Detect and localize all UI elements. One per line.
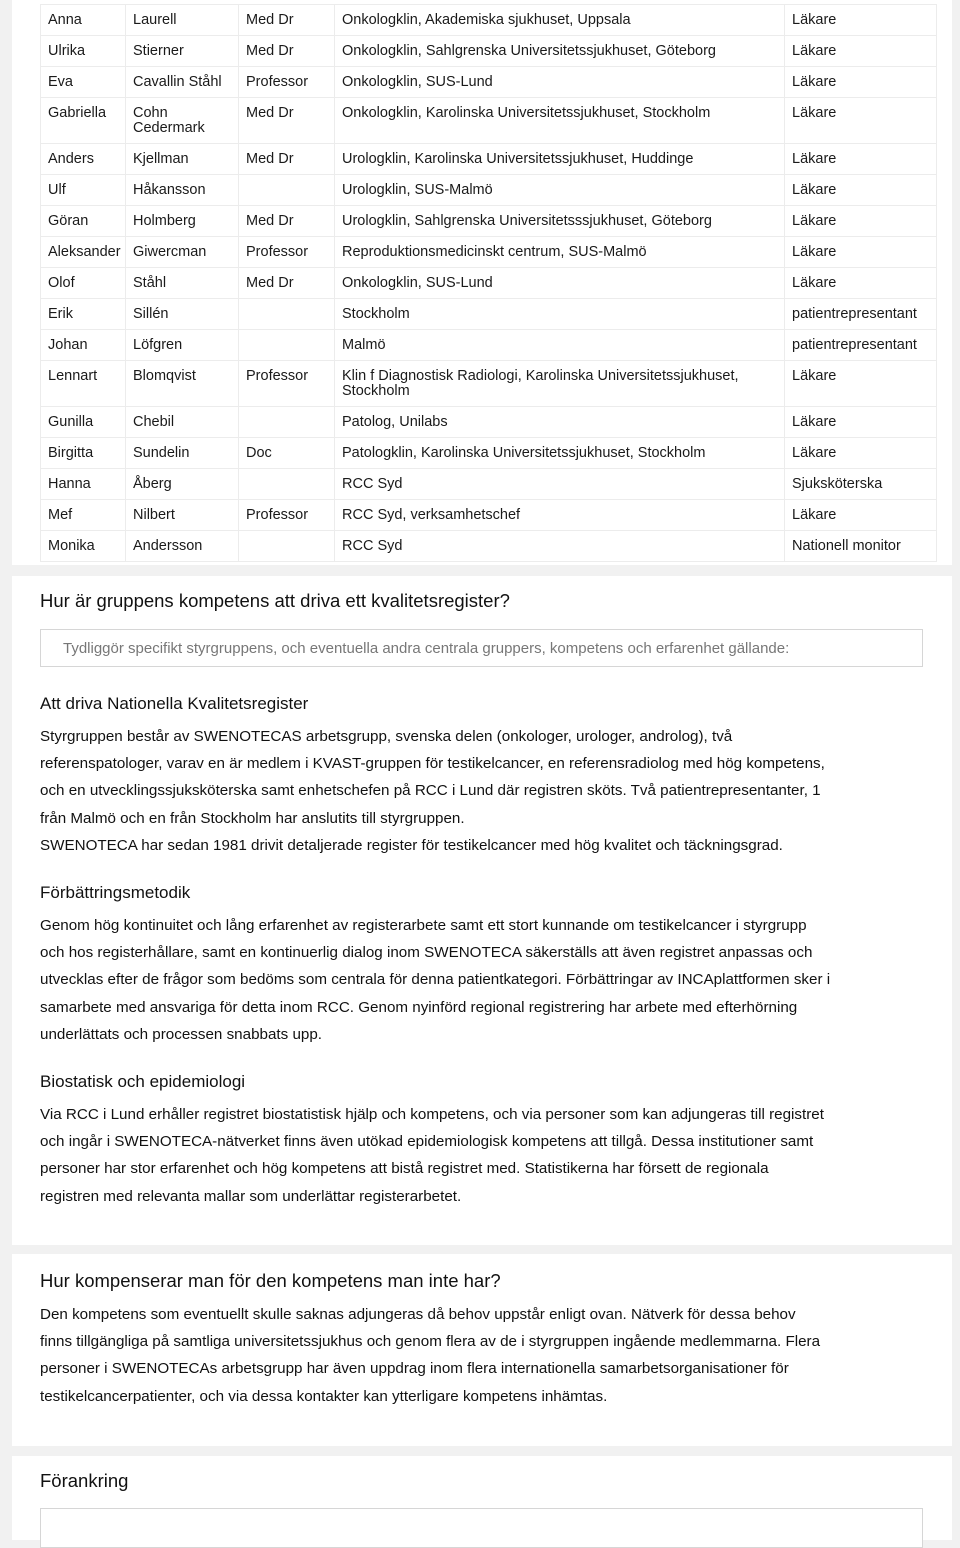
first-name-cell: Gunilla — [41, 407, 126, 438]
affiliation-cell: Onkologklin, Sahlgrenska Universitetssjukhuset, Göteborg — [335, 36, 785, 67]
last-name-cell: Kjellman — [126, 144, 239, 175]
role-cell: Läkare — [785, 407, 937, 438]
role-cell: Läkare — [785, 237, 937, 268]
section-heading-biostat: Biostatisk och epidemiologi — [40, 1072, 246, 1091]
text-line: Styrgruppen består av SWENOTECAS arbetsgrupp, svenska delen (onkologer, urologer, androlog), två — [40, 728, 733, 745]
role-cell: Läkare — [785, 268, 937, 299]
first-name-cell: Anders — [41, 144, 126, 175]
role-cell: Sjuksköterska — [785, 469, 937, 500]
affiliation-cell: Onkologklin, Akademiska sjukhuset, Uppsala — [335, 5, 785, 36]
text-line: och ingår i SWENOTECA-nätverket finns även utökad epidemiologisk kompetens att tillgå. Dessa institutioner samt — [40, 1133, 814, 1151]
table-row — [41, 299, 937, 330]
first-name-cell: Gabriella — [41, 98, 126, 144]
text-line: registren med relevanta mallar som underlättar registerarbetet. — [40, 1187, 462, 1205]
last-name-cell: Blomqvist — [126, 361, 239, 407]
table-row — [41, 407, 937, 438]
affiliation-cell: Urologklin, Sahlgrenska Universitetsssjukhuset, Göteborg — [335, 206, 785, 237]
title-cell — [239, 531, 335, 562]
title-cell: Doc — [239, 438, 335, 469]
text-line: testikelcancerpatienter, och via dessa kontakter kan ytterligare kompetens inhämtas. — [40, 1387, 608, 1405]
role-cell: patientrepresentant — [785, 299, 937, 330]
first-name-cell: Lennart — [41, 361, 126, 407]
title-cell: Professor — [239, 237, 335, 268]
last-name-cell: Giwercman — [126, 237, 239, 268]
table-row — [41, 469, 937, 500]
title-cell: Med Dr — [239, 268, 335, 299]
affiliation-cell: Onkologklin, SUS-Lund — [335, 268, 785, 299]
last-name-cell: Andersson — [126, 531, 239, 562]
text-line: personer i SWENOTECAs arbetsgrupp har även uppdrag inom flera internationella samarbetsorganisationer för — [40, 1360, 789, 1378]
role-cell: Läkare — [785, 5, 937, 36]
table-row — [41, 36, 937, 67]
title-cell: Med Dr — [239, 144, 335, 175]
kompetens-hint: Tydliggör specifikt styrgruppens, och eventuella andra centrala gruppers, kompetens och erfarenhet gällande: — [40, 629, 923, 667]
text-line: Genom hög kontinuitet och lång erfarenhet av registerarbete samt ett stort kunnande om testikelcancer i styrgrupp — [40, 917, 807, 934]
text-line: från Malmö och en från Stockholm har anslutits till styrgruppen. — [40, 809, 465, 827]
text-line: personer har stor erfarenhet och hög kompetens att bistå registret med. Statistikerna har försett de regionala — [40, 1160, 769, 1178]
members-table — [40, 4, 937, 562]
table-row — [41, 175, 937, 206]
section-text-method — [40, 912, 930, 1048]
affiliation-cell: Klin f Diagnostisk Radiologi, Karolinska Universitetssjukhuset, Stockholm — [335, 361, 785, 407]
table-row — [41, 330, 937, 361]
first-name-cell: Olof — [41, 268, 126, 299]
role-cell: patientrepresentant — [785, 330, 937, 361]
first-name-cell: Monika — [41, 531, 126, 562]
affiliation-cell: Urologklin, Karolinska Universitetssjukhuset, Huddinge — [335, 144, 785, 175]
affiliation-cell: RCC Syd, verksamhetschef — [335, 500, 785, 531]
text-line: samarbete med ansvariga för detta inom RCC. Genom nyinförd regional registrering har arbete med efterhörning — [40, 998, 798, 1016]
role-cell: Läkare — [785, 206, 937, 237]
text-line: och en utvecklingssjuksköterska samt enhetschefen på RCC i Lund där registren sköts. Två patientrepresentanter, 1 — [40, 782, 821, 800]
table-row — [41, 206, 937, 237]
first-name-cell: Mef — [41, 500, 126, 531]
affiliation-cell: Urologklin, SUS-Malmö — [335, 175, 785, 206]
role-cell: Läkare — [785, 175, 937, 206]
kompensera-question: Hur kompenserar man för den kompetens man inte har? — [40, 1270, 501, 1291]
members-card — [12, 0, 952, 565]
section-heading-method: Förbättringsmetodik — [40, 883, 191, 902]
role-cell: Läkare — [785, 36, 937, 67]
title-cell: Med Dr — [239, 5, 335, 36]
table-row — [41, 5, 937, 36]
title-cell: Professor — [239, 361, 335, 407]
title-cell: Professor — [239, 67, 335, 98]
section-text-biostat — [40, 1101, 930, 1210]
section-text-drive — [40, 723, 930, 859]
text-line: utvecklas efter de frågor som bedöms som centrala för denna patientkategori. Förbättringar av INCAplattformen sker i — [40, 971, 831, 989]
affiliation-cell: Reproduktionsmedicinskt centrum, SUS-Malmö — [335, 237, 785, 268]
affiliation-cell: RCC Syd — [335, 531, 785, 562]
title-cell — [239, 175, 335, 206]
first-name-cell: Aleksander — [41, 237, 126, 268]
first-name-cell: Hanna — [41, 469, 126, 500]
table-row — [41, 144, 937, 175]
table-row — [41, 438, 937, 469]
title-cell — [239, 299, 335, 330]
text-line: underlättats och processen snabbats upp. — [40, 1025, 322, 1043]
role-cell: Läkare — [785, 67, 937, 98]
table-row — [41, 361, 937, 407]
table-row — [41, 98, 937, 144]
table-row — [41, 237, 937, 268]
affiliation-cell: Onkologklin, SUS-Lund — [335, 67, 785, 98]
text-line: Den kompetens som eventuellt skulle saknas adjungeras då behov uppstår enligt ovan. Nätverk för dessa behov — [40, 1306, 796, 1323]
title-cell — [239, 469, 335, 500]
last-name-cell: Cohn Cedermark — [126, 98, 239, 144]
forankring-question: Förankring — [40, 1470, 129, 1491]
first-name-cell: Erik — [41, 299, 126, 330]
role-cell: Läkare — [785, 98, 937, 144]
table-row — [41, 67, 937, 98]
affiliation-cell: Patologklin, Karolinska Universitetssjukhuset, Stockholm — [335, 438, 785, 469]
title-cell — [239, 407, 335, 438]
kompensera-text — [40, 1301, 930, 1410]
text-line: och hos registerhållare, samt en kontinuerlig dialog inom SWENOTECA säkerställs att även registret anpassas och — [40, 944, 813, 962]
last-name-cell: Nilbert — [126, 500, 239, 531]
first-name-cell: Johan — [41, 330, 126, 361]
first-name-cell: Anna — [41, 5, 126, 36]
section-heading-drive: Att driva Nationella Kvalitetsregister — [40, 694, 309, 713]
affiliation-cell: Onkologklin, Karolinska Universitetssjukhuset, Stockholm — [335, 98, 785, 144]
text-line: Via RCC i Lund erhåller registret biostatistisk hjälp och kompetens, och via personer som kan adjungeras till registret — [40, 1106, 824, 1123]
first-name-cell: Göran — [41, 206, 126, 237]
role-cell: Läkare — [785, 361, 937, 407]
title-cell: Professor — [239, 500, 335, 531]
text-line: referenspatologer, varav en är medlem i KVAST-gruppen för testikelcancer, en referensradiolog med hög kompetens, — [40, 755, 825, 773]
forankring-card — [12, 1456, 952, 1540]
first-name-cell: Ulrika — [41, 36, 126, 67]
kompetens-question: Hur är gruppens kompetens att driva ett kvalitetsregister? — [40, 590, 510, 611]
last-name-cell: Ståhl — [126, 268, 239, 299]
last-name-cell: Håkansson — [126, 175, 239, 206]
table-row — [41, 500, 937, 531]
title-cell — [239, 330, 335, 361]
table-row — [41, 531, 937, 562]
title-cell: Med Dr — [239, 98, 335, 144]
last-name-cell: Cavallin Ståhl — [126, 67, 239, 98]
role-cell: Nationell monitor — [785, 531, 937, 562]
last-name-cell: Åberg — [126, 469, 239, 500]
last-name-cell: Stierner — [126, 36, 239, 67]
text-line: SWENOTECA har sedan 1981 drivit detaljerade register för testikelcancer med hög kvalitet och täckningsgrad. — [40, 836, 783, 854]
forankring-answer-box — [40, 1508, 923, 1548]
last-name-cell: Chebil — [126, 407, 239, 438]
kompensera-card — [12, 1254, 952, 1446]
last-name-cell: Löfgren — [126, 330, 239, 361]
last-name-cell: Laurell — [126, 5, 239, 36]
role-cell: Läkare — [785, 144, 937, 175]
affiliation-cell: RCC Syd — [335, 469, 785, 500]
title-cell: Med Dr — [239, 206, 335, 237]
role-cell: Läkare — [785, 500, 937, 531]
title-cell: Med Dr — [239, 36, 335, 67]
affiliation-cell: Patolog, Unilabs — [335, 407, 785, 438]
first-name-cell: Birgitta — [41, 438, 126, 469]
affiliation-cell: Stockholm — [335, 299, 785, 330]
text-line: finns tillgängliga på samtliga universitetssjukhus och genom flera av de i styrgruppen ingående medlemmarna. Flera — [40, 1333, 821, 1351]
table-row — [41, 268, 937, 299]
first-name-cell: Eva — [41, 67, 126, 98]
kompetens-card — [12, 576, 952, 1245]
last-name-cell: Sundelin — [126, 438, 239, 469]
first-name-cell: Ulf — [41, 175, 126, 206]
role-cell: Läkare — [785, 438, 937, 469]
affiliation-cell: Malmö — [335, 330, 785, 361]
last-name-cell: Holmberg — [126, 206, 239, 237]
last-name-cell: Sillén — [126, 299, 239, 330]
